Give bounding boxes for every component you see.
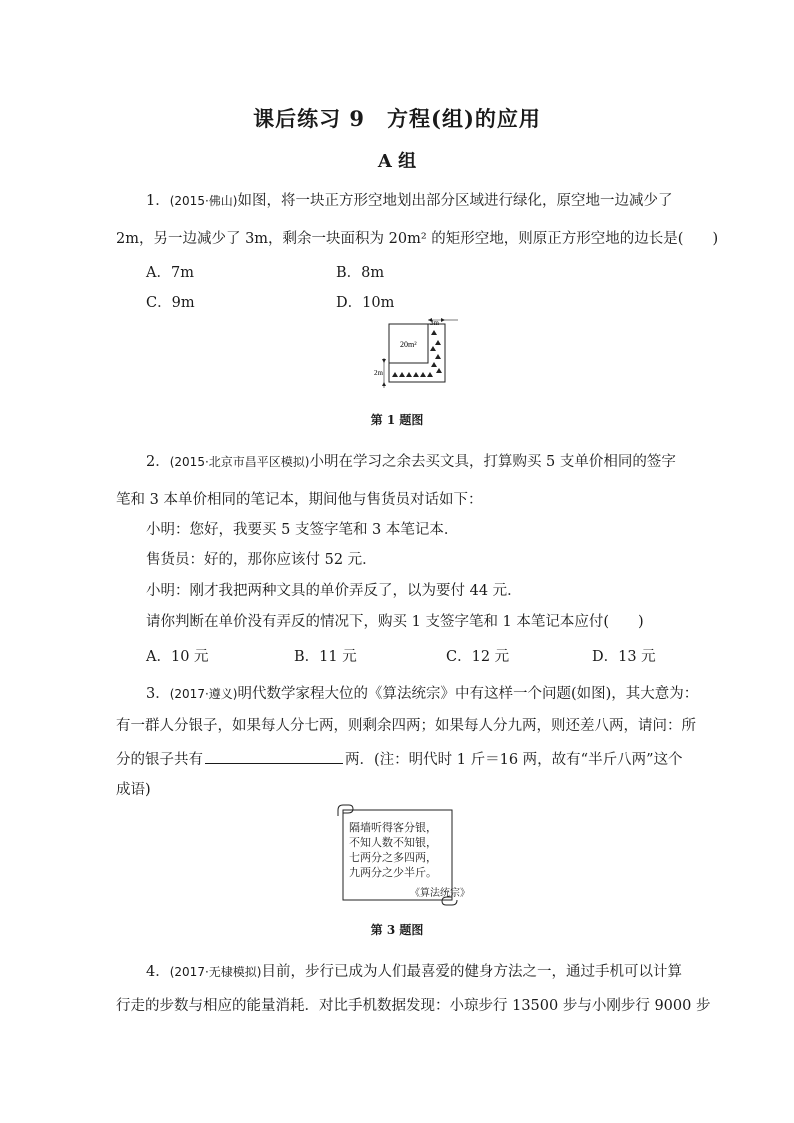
q2-text-1: 小明在学习之余去买文具，打算购买 5 支单价相同的签字 [309, 454, 676, 470]
q1-figure [372, 318, 462, 390]
q1-option-a: A．7m [146, 265, 194, 281]
q4-number: 4． [146, 964, 170, 980]
answer-blank[interactable] [205, 748, 343, 764]
q2-dialog-1: 小明：您好，我要买 5 支签字笔和 3 本笔记本． [146, 522, 459, 538]
q3-line3 [116, 748, 682, 770]
q2-dialog-3: 小明：刚才我把两种文具的单价弄反了，以为要付 44 元． [146, 583, 522, 599]
q4-source: (2017·无棣模拟) [169, 965, 262, 979]
q4-line2: 行走的步数与相应的能量消耗．对比手机数据发现：小琼步行 13500 步与小刚步行 9000 步 [116, 998, 711, 1014]
q2-dialog-4: 请你判断在单价没有弄反的情况下，购买 1 支签字笔和 1 本笔记本应付( ) [146, 614, 644, 630]
poem-line-4: 九两分之少半斤。 [349, 866, 437, 879]
poem-line-3: 七两分之多四两， [349, 851, 437, 864]
top-arrow-right [441, 318, 445, 322]
area-label: 20m² [400, 340, 417, 349]
left-arrow-top [382, 359, 386, 363]
q3-caption: 第 3 题图 [370, 923, 424, 937]
q1-caption: 第 1 题图 [370, 413, 424, 427]
q1-line2: 2m，另一边减少了 3m，剩余一块面积为 20m² 的矩形空地，则原正方形空地的边长是( ) [116, 231, 719, 247]
q4-text-1: 目前，步行已成为人们最喜爱的健身方法之一，通过手机可以计算 [261, 964, 682, 980]
q2-option-d: D．13 元 [592, 649, 656, 665]
page-title: 课后练习 9 方程(组)的应用 [253, 106, 541, 131]
q2-option-a: A．10 元 [146, 649, 209, 665]
group-heading: A 组 [377, 151, 417, 172]
left-dim-label: 2m [374, 369, 383, 377]
poem [349, 820, 437, 880]
q3-number: 3． [146, 686, 170, 702]
q1-option-b: B．8m [336, 265, 385, 281]
q2-source: (2015·北京市昌平区模拟) [169, 455, 310, 469]
q3-line1 [146, 684, 698, 704]
poem-line-2: 不知人数不知银， [349, 836, 437, 849]
q3-source: (2017·遵义) [169, 687, 238, 701]
poem-line-1: 隔墙听得客分银， [349, 821, 437, 834]
left-arrow-bottom [382, 382, 386, 386]
top-dim-label: 3m [430, 319, 439, 327]
q3-line4: 成语) [116, 782, 151, 798]
q1-option-d: D．10m [336, 295, 395, 311]
q2-line1 [146, 452, 676, 472]
q2-number: 2． [146, 454, 170, 470]
q2-line2: 笔和 3 本单价相同的笔记本，期间他与售货员对话如下： [116, 492, 483, 508]
poem-source: 《算法统宗》 [410, 888, 470, 899]
outer-square [389, 324, 445, 382]
q1-number: 1． [146, 193, 170, 209]
q2-option-c: C．12 元 [446, 649, 510, 665]
q2-option-b: B．11 元 [294, 649, 357, 665]
q4-line1 [146, 962, 682, 982]
q1-line1 [146, 191, 672, 211]
q1-text-1: 如图，将一块正方形空地划出部分区域进行绿化，原空地一边减少了 [237, 193, 673, 209]
q3-text-3a: 分的银子共有 [116, 752, 203, 768]
q1-source: (2015·佛山) [169, 194, 238, 208]
q1-option-c: C．9m [146, 295, 195, 311]
tree-marks [392, 330, 442, 377]
q3-text-1: 明代数学家程大位的《算法统宗》中有这样一个问题(如图)，其大意为： [237, 686, 699, 702]
q3-text-3b: 两．(注：明代时 1 斤＝16 两，故有“半斤八两”这个 [345, 752, 683, 768]
q2-dialog-2: 售货员：好的，那你应该付 52 元． [146, 552, 377, 568]
q3-line2: 有一群人分银子，如果每人分七两，则剩余四两；如果每人分九两，则还差八两，请问：所 [116, 718, 696, 734]
